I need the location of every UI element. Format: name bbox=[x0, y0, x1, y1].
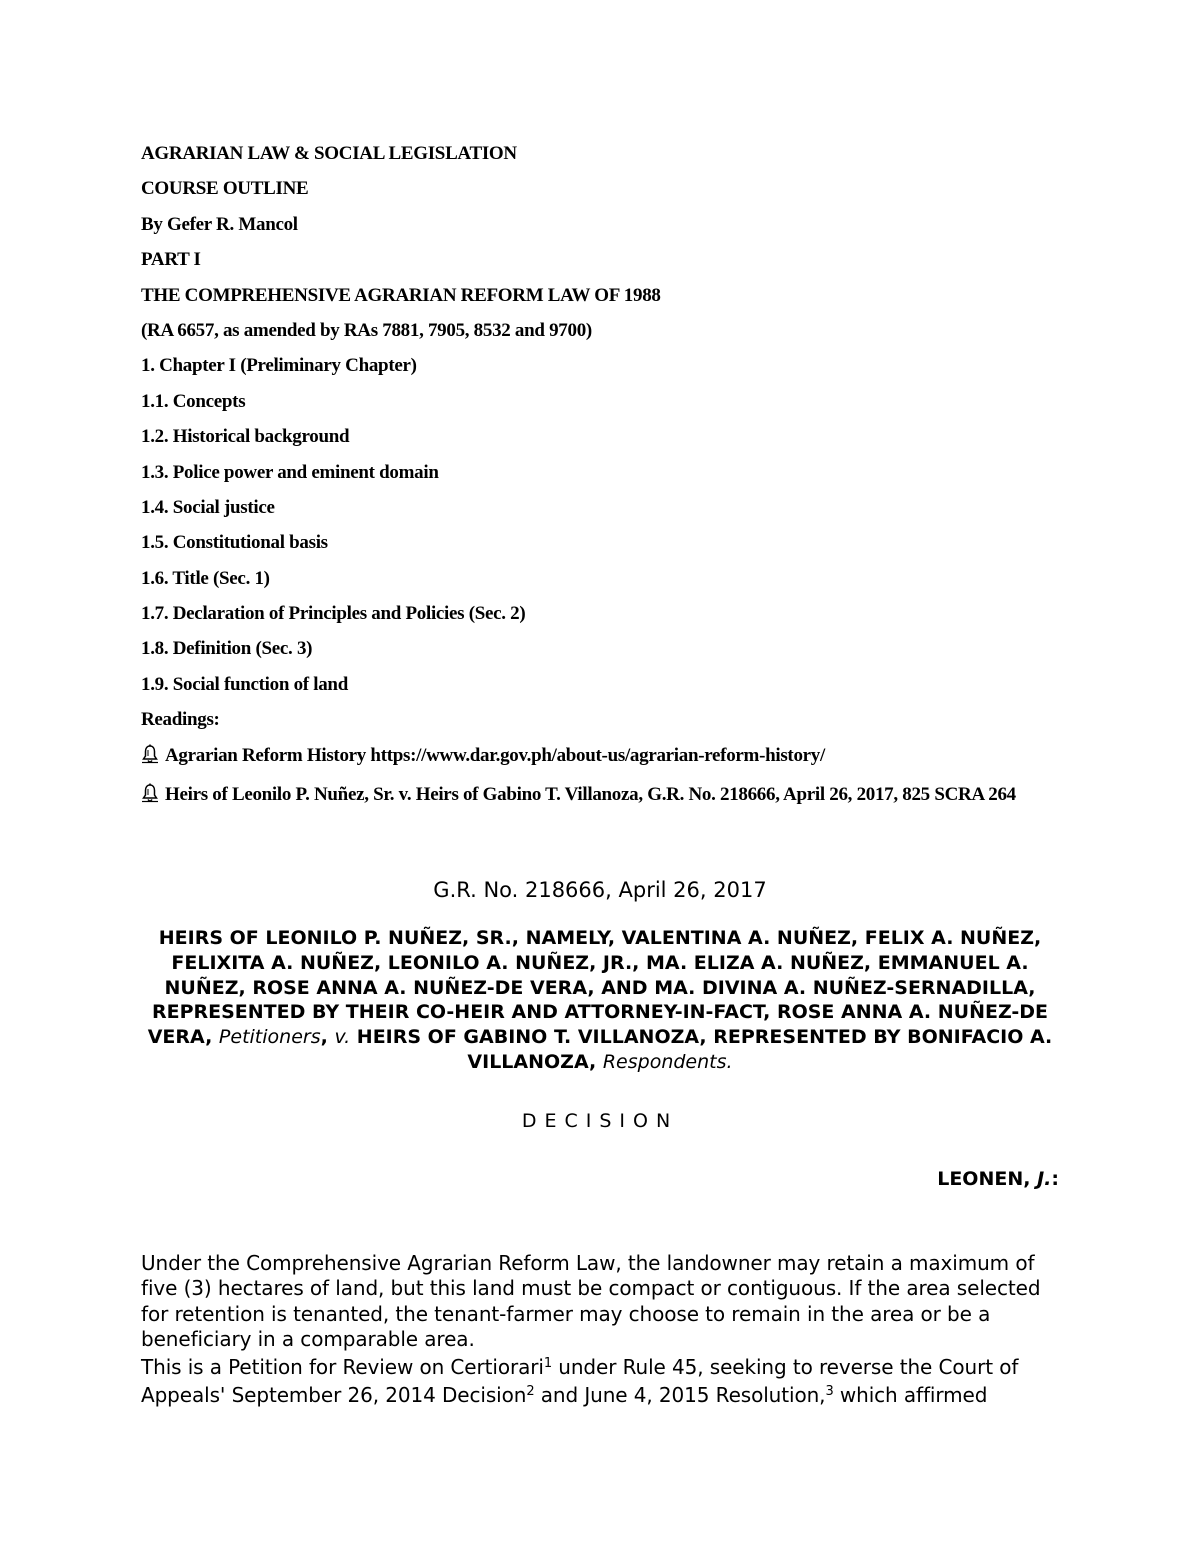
bell-icon bbox=[141, 744, 159, 764]
outline-item: 1.2. Historical background bbox=[141, 426, 350, 448]
readings-label: Readings: bbox=[141, 709, 220, 731]
footnote-ref[interactable]: 2 bbox=[526, 1383, 535, 1399]
paragraph2-text: and June 4, 2015 Resolution, bbox=[534, 1382, 826, 1407]
ponente-name: LEONEN, bbox=[937, 1167, 1031, 1190]
outline-title: AGRARIAN LAW & SOCIAL LEGISLATION bbox=[141, 143, 517, 164]
paragraph2-text: which affirmed bbox=[833, 1382, 988, 1407]
gr-number: G.R. No. 218666, April 26, 2017 bbox=[433, 878, 767, 902]
versus: v. bbox=[334, 1026, 351, 1049]
decision-paragraph-1: Under the Comprehensive Agrarian Reform Law, the landowner may retain a maximum of five (3) hectares of land, but this land must be compact or contiguous. If the area selected for retention is tenanted, the tenant-farmer may choose to remain in the area or be a beneficiary in a comparable area. bbox=[141, 1250, 1041, 1352]
outline-item: 1.6. Title (Sec. 1) bbox=[141, 567, 270, 589]
outline-item: 1.5. Constitutional basis bbox=[141, 532, 328, 554]
outline-item: 1. Chapter I (Preliminary Chapter) bbox=[141, 355, 417, 377]
respondents: HEIRS OF GABINO T. VILLANOZA, REPRESENTED BY BONIFACIO A. VILLANOZA, bbox=[356, 1026, 1053, 1073]
petitioners: HEIRS OF LEONILO P. NUÑEZ, SR., NAMELY, VALENTINA A. NUÑEZ, FELIX A. NUÑEZ, FELIXITA A. NUÑEZ, LEONILO A. NUÑEZ, JR., MA. ELIZA A. NUÑEZ, EMMANUEL A. NUÑEZ, ROSE ANNA A. NUÑEZ-DE VERA, AND MA. DIVINA A. NUÑEZ-SERNADILLA, REPRESENTED BY THEIR CO-HEIR AND ATTORNEY-IN-FACT, ROSE ANNA A. NUÑEZ-DE VERA, bbox=[147, 927, 1049, 1049]
reading-text: Agrarian Reform History https://www.dar.gov.ph/about-us/agrarian-reform-history/ bbox=[165, 744, 825, 766]
ponente-title: J. bbox=[1037, 1167, 1052, 1190]
petitioners-label: Petitioners bbox=[218, 1026, 321, 1049]
outline-item: 1.7. Declaration of Principles and Policies (Sec. 2) bbox=[141, 603, 526, 625]
court-decision bbox=[141, 870, 1059, 1409]
outline-law-title: THE COMPREHENSIVE AGRARIAN REFORM LAW OF 1988 bbox=[141, 284, 661, 306]
respondents-label: Respondents. bbox=[602, 1050, 733, 1073]
outline-item: 1.4. Social justice bbox=[141, 496, 275, 518]
outline-item: 1.1. Concepts bbox=[141, 390, 246, 412]
outline-item: 1.9. Social function of land bbox=[141, 673, 348, 695]
ponente bbox=[141, 1167, 1059, 1191]
decision-heading: DECISION bbox=[521, 1109, 679, 1132]
outline-part: PART I bbox=[141, 249, 201, 271]
decision-paragraph-2 bbox=[141, 1353, 1059, 1409]
reading-item bbox=[141, 777, 1101, 812]
bell-icon bbox=[141, 783, 159, 803]
reading-text: Heirs of Leonilo P. Nuñez, Sr. v. Heirs of Gabino T. Villanoza, G.R. No. 218666, April 26, 2017, 825 SCRA 264 bbox=[165, 784, 1016, 806]
outline-author: By Gefer R. Mancol bbox=[141, 213, 298, 235]
footnote-ref[interactable]: 1 bbox=[543, 1355, 552, 1371]
footnote-ref[interactable]: 3 bbox=[825, 1383, 834, 1399]
paragraph2-text: This is a Petition for Review on Certiorari bbox=[141, 1354, 544, 1379]
course-outline bbox=[141, 140, 1101, 812]
outline-law-amendments: (RA 6657, as amended by RAs 7881, 7905, 8532 and 9700) bbox=[141, 319, 592, 341]
outline-item: 1.8. Definition (Sec. 3) bbox=[141, 638, 313, 660]
case-caption: HEIRS OF LEONILO P. NUÑEZ, SR., NAMELY, VALENTINA A. NUÑEZ, FELIX A. NUÑEZ, FELIXITA A. NUÑEZ, LEONILO A. NUÑEZ, JR., MA. ELIZA A. NUÑEZ, EMMANUEL A. NUÑEZ, ROSE ANNA A. NUÑEZ-DE VERA, AND MA. DIVINA A. NUÑEZ-SERNADILLA, REPRESENTED BY THEIR CO-HEIR AND ATTORNEY-IN-FACT, ROSE ANNA A. NUÑEZ-DE VERA, Petitioners, v. HEIRS OF GABINO T. VILLANOZA, REPRESENTED BY BONIFACIO A. VILLANOZA, Respondents. bbox=[147, 927, 1053, 1073]
outline-item: 1.3. Police power and eminent domain bbox=[141, 461, 439, 483]
outline-subtitle: COURSE OUTLINE bbox=[141, 178, 309, 200]
ponente-colon: : bbox=[1051, 1167, 1059, 1190]
paragraph2-text: under Rule 45, seeking to reverse the Court of Appeals' September 26, 2014 Decision bbox=[141, 1354, 1019, 1407]
reading-item bbox=[141, 742, 1101, 777]
